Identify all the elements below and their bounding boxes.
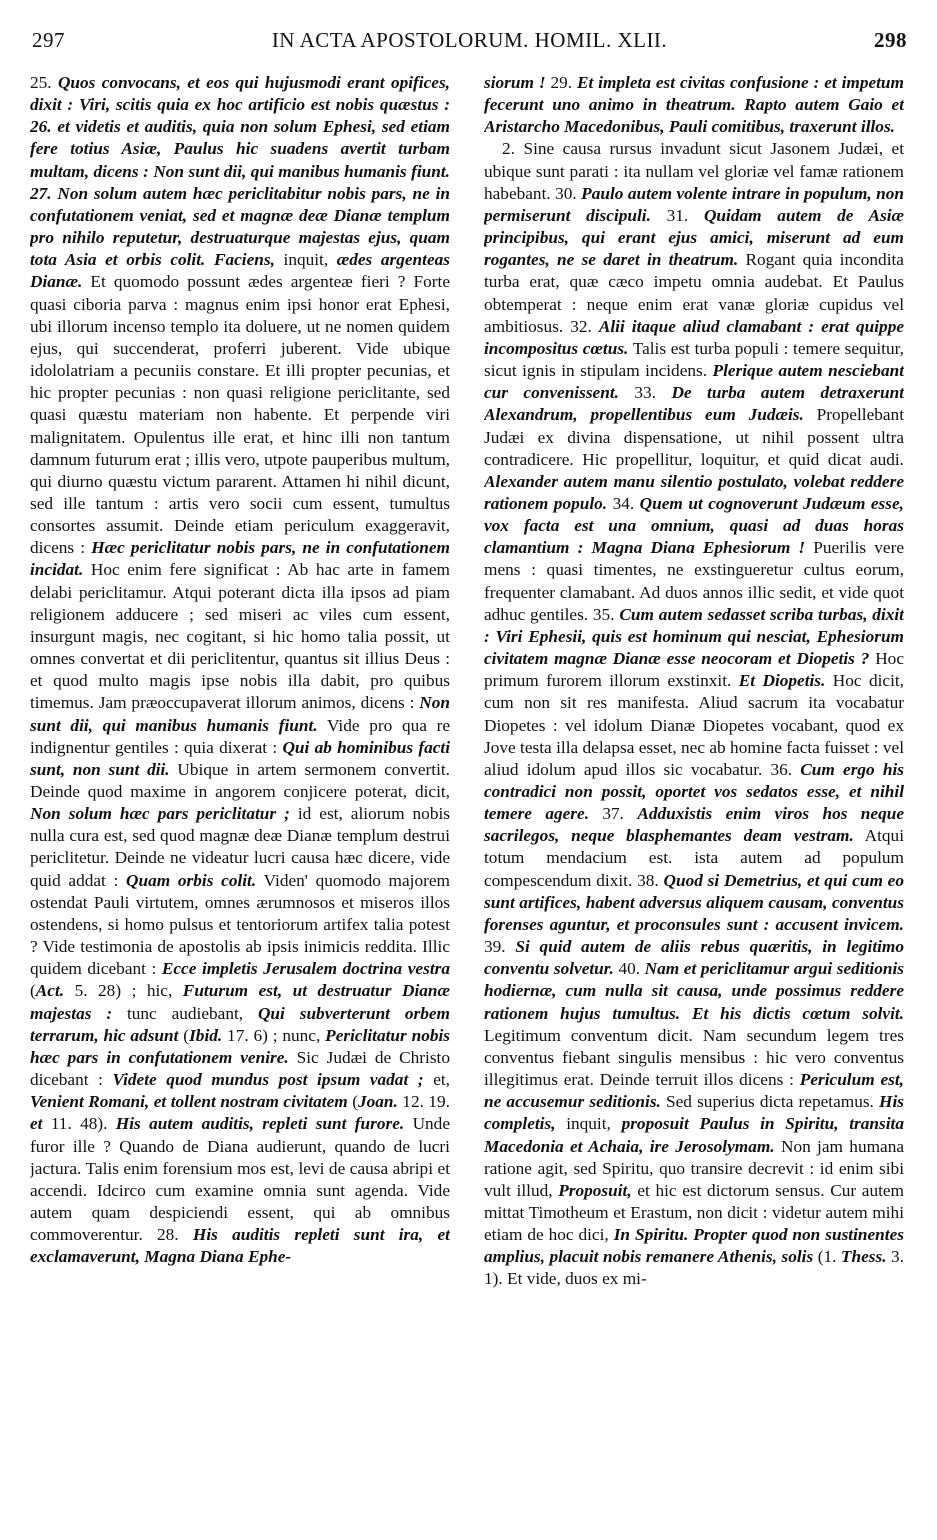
commentary-text: Hoc dicit, cum non sit res manifesta. Aliud sacrum ita vocabatur Diopetes : vel idolum Dianæ Diopetes vocabant, quod ex Jove testa illa delapsa esset, nec ab homine facta fuisset : vel aliud idolum apud illos sic vocabatur. 36. [484, 671, 904, 779]
commentary-text: 31. [650, 205, 704, 225]
paragraph [484, 72, 904, 138]
scripture-quote: His completis, [484, 1092, 904, 1134]
paragraph [30, 72, 450, 1268]
commentary-text: 34. [607, 493, 640, 513]
commentary-text: Vide pro qua re indignentur gentiles : quia dixerat : [30, 715, 450, 757]
scripture-quote: Qui subverterunt orbem terrarum, hic adsunt [30, 1003, 450, 1045]
commentary-text: Atqui totum mendacium est. ista autem ad populum compescendum dixit. 38. [484, 826, 904, 890]
commentary-text: 37. [589, 804, 638, 824]
commentary-text: 3. 1). Et vide, duos ex mi- [484, 1247, 904, 1289]
commentary-text: 33. [618, 383, 672, 403]
commentary-text: Sic Judæi de Christo dicebant : [30, 1047, 450, 1090]
scripture-quote: Quem ut cognoverunt Judæum esse, vox facta est una omnium, quasi ad duas horas clamantium : Magna Diana Ephesiorum ! [484, 493, 904, 558]
scripture-quote: Quod si Demetrius, et qui cum eo sunt artifices, habent adversus aliquem causam, conventus forenses aguntur, et proconsules sunt : accusent invicem. [484, 870, 904, 934]
scripture-quote: ædes argenteas Dianæ. [30, 250, 450, 292]
commentary-text: 25. [30, 73, 58, 92]
scripture-quote: Quam orbis colit. [126, 870, 257, 890]
scripture-quote: Alii itaque aliud clamabant : erat quippe incompositus cœtus. [484, 316, 904, 358]
commentary-text: Puerilis vere mens : quasi timentes, ne exstingueretur cultus eorum, frequenter clamabant. Ad duos annos illic sedit, et vide quot adhuc gentiles. 35. [484, 538, 904, 624]
scripture-quote: et [30, 1114, 43, 1134]
scripture-quote: Hæc periclitatur nobis pars, ne in confutationem incidat. [30, 538, 450, 580]
scripture-quote: His autem auditis, repleti sunt furore. [115, 1114, 405, 1134]
commentary-text: Et quomodo possunt ædes argenteæ fieri ? Forte quasi ciboria parva : magnus enim ipsi honor erat Ephesi, ubi illorum incenso templo ita doluere, ut ne nomen quidem ejus, qui succenderat, proferri juberent. Vide ubique idololatriam a pecuniis constare. Et illi propter pecunias, et hic propter pecunias : non quasi religione periclitante, sed quasi quæstu materiam non habente. Et perpende viri malignitatem. Opulentus ille erat, et hinc illi non tantum damnum futurum erat ; illis vero, utpote pauperibus multum, qui diurno quæstu victum pararent. Attamen hi nihil dicunt, sed ille tantum : artis vero socii cum essent, tumultus consortes assumit. Deinde etiam periculum exaggeravit, dicens : [30, 272, 450, 558]
scripture-quote: Non sunt dii, qui manibus humanis fiunt. [30, 693, 450, 735]
scripture-quote: Paulo autem volente intrare in populum, non permiserunt discipuli. [484, 183, 904, 225]
scripture-quote: proposuit Paulus in Spiritu, transita Macedonia et Achaia, ire Jerosolymam. [484, 1114, 904, 1156]
left-page-number: 297 [32, 28, 65, 52]
commentary-text: 5. 28) ; hic, [64, 981, 183, 1001]
commentary-text: Propellebant Judæi ex divina dispensatione, ut nihil possent ultra contradicere. Hic propellitur, loquitur, et quid dicat audi. [484, 405, 904, 469]
scripture-quote: Periclitatur nobis hæc pars in confutationem venire. [30, 1025, 450, 1067]
scripture-quote: Qui ab hominibus facti sunt, non sunt dii. [30, 737, 450, 779]
scripture-quote: Act. [35, 981, 65, 1001]
right-page-number: 298 [874, 28, 907, 52]
commentary-text: Unde furor ille ? Quando de Diana audierunt, quando de lucri jactura. Talis enim forensium mos est, levi de causa abripi et accendi. Idcirco cum examine omnia sunt agenda. Vide autem quam despiciendi essent, qui ab omnibus commoverentur. 28. [30, 1114, 450, 1245]
commentary-text: 11. 48). [42, 1114, 116, 1134]
scripture-quote: Ecce impletis Jerusalem doctrina vestra [161, 959, 450, 979]
commentary-text: 40. [613, 959, 645, 979]
scripture-quote: Proposuit, [558, 1180, 632, 1200]
scripture-quote: Joan. [357, 1092, 398, 1112]
scripture-quote: Nam et periclitamur argui seditionis hodiernæ, cum nulla sit causa, unde possimus reddere rationem hujus tumultus. Et his dictis cœtum solvit. [484, 959, 904, 1023]
scripture-quote: Cum ergo his contradici non possit, oportet vos sedatos esse, et nihil temere agere. [484, 759, 904, 824]
scripture-quote: Alexander autem manu silentio postulato, volebat reddere rationem populo. [484, 471, 904, 513]
commentary-text: inquit, [274, 250, 337, 270]
scripture-quote: Non solum hæc pars periclitatur ; [30, 804, 290, 824]
commentary-text: ( [347, 1092, 358, 1112]
scripture-quote: Et Diopetis. [738, 671, 826, 691]
commentary-text: 12. 19. [397, 1092, 450, 1112]
scripture-quote: Quidam autem de Asiæ principibus, qui erant ejus amici, miserunt ad eum rogantes, ne se daret in theatrum. [484, 205, 904, 270]
left-text-column [30, 72, 450, 1522]
commentary-text: id est, aliorum nobis nulla cura est, sed quod magnæ deæ Dianæ templum destrui periclitetur. Deinde ne videatur lucri causa hæc dicere, vide quid addat : [30, 804, 450, 890]
commentary-text: Sed superius dicta repetamus. [660, 1092, 880, 1112]
running-header [32, 28, 907, 64]
commentary-text: et, [423, 1070, 450, 1090]
scripture-quote: Et impleta est civitas confusione : et impetum fecerunt uno animo in theatrum. Rapto autem Gaio et Aristarcho Macedonibus, Pauli comitibus, traxerunt illos. [484, 73, 904, 137]
scripture-quote: De turba autem detraxerunt Alexandrum, propellentibus eum Judæis. [484, 383, 904, 425]
scripture-quote: siorum ! [484, 73, 546, 92]
right-text-column [484, 72, 904, 1522]
commentary-text: tunc audiebant, [112, 1003, 258, 1023]
paragraph [484, 138, 904, 1290]
scripture-quote: Si quid autem de aliis rebus quæritis, in legitimo conventu solvetur. [484, 937, 904, 979]
commentary-text: ( [30, 981, 36, 1001]
commentary-text: Legitimum conventum dicit. Nam secundum legem tres conventus fiebant singulis mensibus : hic vero conventus illegitimus erat. Deinde terruit illos dicens : [484, 1025, 904, 1090]
scripture-quote: Plerique autem nesciebant cur convenissent. [484, 361, 904, 403]
scripture-quote: Quos convocans, et eos qui hujusmodi erant opifices, dixit : Viri, scitis quia ex hoc artificio est nobis quæstus : 26. et videtis et auditis, quia non solum Ephesi, sed etiam fere totius Asiæ, Paulus hic suadens avertit turbam multam, dicens : Non sunt dii, qui manibus humanis fiunt. 27. Non solum autem hæc periclitabitur nobis pars, ne in confutationem veniat, sed et magnæ deæ Dianæ templum pro nihilo reputetur, destruaturque majestas ejus, quam tota Asia et orbis colit. Faciens, [30, 73, 450, 270]
scripture-quote: Adduxistis enim viros hos neque sacrilegos, neque blasphemantes deam vestram. [484, 804, 904, 846]
scripture-quote: Videte quod mundus post ipsum vadat ; [112, 1070, 424, 1090]
scripture-quote: In Spiritu. Propter quod non sustinentes amplius, placuit nobis remanere Athenis, solis [484, 1225, 904, 1267]
scripture-quote: Venient Romani, et tollent nostram civitatem [30, 1092, 348, 1112]
commentary-text: Talis est turba populi : temere sequitur, sicut ignis in stipulam incidens. [484, 338, 904, 381]
commentary-text: 39. [484, 937, 516, 957]
commentary-text: Viden' quomodo majorem ostendat Pauli virtutem, omnes ærumnosos et miseros illos ostendens, si homo pulsus et tentoriorum artifex talia potest ? Vide testimonia de apostolis ab ipsis inimicis reddita. Illic quidem dicebant : [30, 870, 450, 979]
commentary-text: ( [178, 1025, 190, 1045]
commentary-text: 17. 6) ; nunc, [222, 1025, 326, 1045]
scripture-quote: Cum autem sedasset scriba turbas, dixit : Viri Ephesii, quis est hominum qui nesciat, Ephesiorum civitatem magnæ Dianæ esse neocoram et Diopetis ? [484, 604, 904, 669]
commentary-text: 29. [545, 73, 577, 92]
scripture-quote: His auditis repleti sunt ira, et exclamaverunt, Magna Diana Ephe- [30, 1225, 450, 1267]
commentary-text: Ubique in artem sermonem convertit. Deinde quod maxime in angorem conjicere poterat, dicit, [30, 759, 450, 801]
scripture-quote: Thess. [840, 1247, 887, 1267]
commentary-text: Rogant quia incondita turba erat, quæ cæco impetu omnia audebat. Et Paulus obtemperat : neque enim erat vanæ gloriæ cupidus vel ambitiosus. 32. [484, 250, 904, 336]
commentary-text: et hic est dictorum sensus. Cur autem mittat Timotheum et Erastum, non dicit : videtur autem mihi etiam de hoc dici, [484, 1180, 904, 1245]
commentary-text: 2. Sine causa rursus invadunt sicut Jasonem Judæi, et ubique sunt parati : ita nullam vel gloriæ vel famæ rationem habebant. 30. [484, 139, 904, 203]
commentary-text: (1. [813, 1247, 841, 1267]
scripture-quote: Ibid. [189, 1025, 223, 1045]
running-title: IN ACTA APOSTOLORUM. HOMIL. XLII. [271, 28, 668, 52]
commentary-text: Non jam humana ratione agit, sed Spiritu, quo transire decrevit : id enim sibi vult illud, [484, 1136, 904, 1200]
commentary-text: Hoc enim fere significat : Ab hac arte in famem delabi periclitamur. Atqui poterant dicta illa ipsos ad piam religionem adducere ; sed miseri ac viles cum essent, insurgunt magis, nec cogitant, si hic homo talia possit, ut omnes convertat et dii periclitentur, quantus sit illius Deus : et quod multo magis ipse nobis illa dabit, pro quibus timemus. Jam præoccupaverat illorum animos, dicens : [30, 560, 450, 713]
scripture-quote: Futurum est, ut destruatur Dianæ majestas : [30, 981, 450, 1023]
commentary-text: Hoc primum furorem illorum exstinxit. [484, 649, 904, 691]
scripture-quote: Periculum est, ne accusemur seditionis. [484, 1070, 904, 1112]
commentary-text: inquit, [555, 1114, 622, 1134]
